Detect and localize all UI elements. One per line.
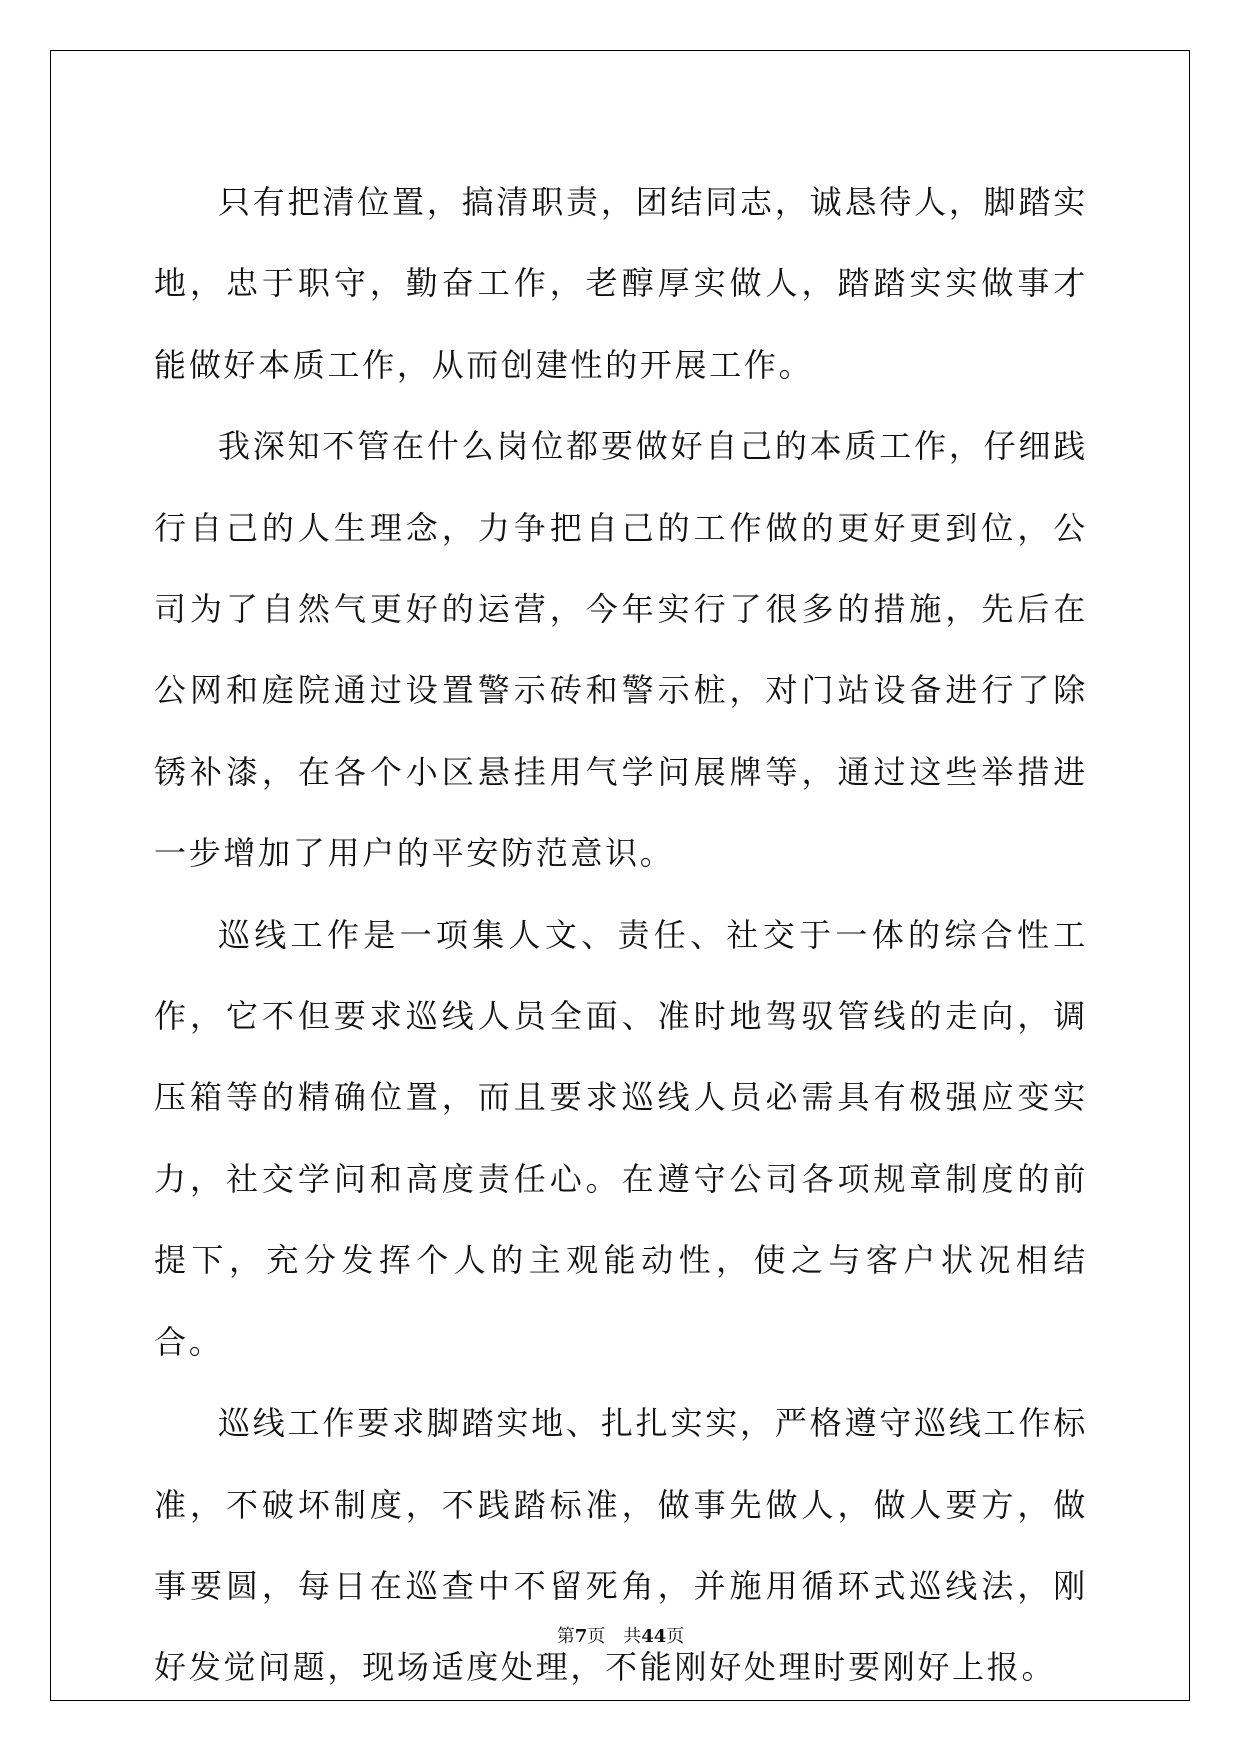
page-footer (0, 1625, 1241, 1649)
document-body (154, 162, 1088, 1709)
footer-total-pages: 44 (641, 1626, 667, 1647)
paragraph-3: 巡线工作是一项集人文、责任、社交于一体的综合性工作，它不但要求巡线人员全面、准时地驾驭管线的走向，调压箱等的精确位置，而且要求巡线人员必需具有极强应变实力，社交学问和高度责任心。在遵守公司各项规章制度的前提下，充分发挥个人的主观能动性，使之与客户状况相结合。 (154, 915, 1088, 1361)
footer-page-prefix: 第 (556, 1626, 575, 1647)
paragraph-4: 巡线工作要求脚踏实地、扎扎实实，严格遵守巡线工作标准，不破坏制度，不践踏标准，做事先做人，做人要方，做事要圆，每日在巡查中不留死角，并施用循环式巡线法，刚好发觉问题，现场适度处理，不能刚好处理时要刚好上报。 (154, 1404, 1088, 1687)
paragraph-1: 只有把清位置，搞清职责，团结同志，诚恳待人，脚踏实地，忠于职守，勤奋工作，老醇厚实做人，踏踏实实做事才能做好本质工作，从而创建性的开展工作。 (154, 183, 1088, 384)
footer-total-suffix: 页 (666, 1626, 685, 1647)
paragraph-2: 我深知不管在什么岗位都要做好自己的本质工作，仔细践行自己的人生理念，力争把自己的工作做的更好更到位，公司为了自然气更好的运营，今年实行了很多的措施，先后在公网和庭院通过设置警示砖和警示桩，对门站设备进行了除锈补漆，在各个小区悬挂用气学问展牌等，通过这些举措进一步增加了用户的平安防范意识。 (154, 427, 1088, 873)
footer-page-number: 7 (574, 1626, 588, 1647)
footer-page-suffix: 页 共 (587, 1626, 642, 1647)
